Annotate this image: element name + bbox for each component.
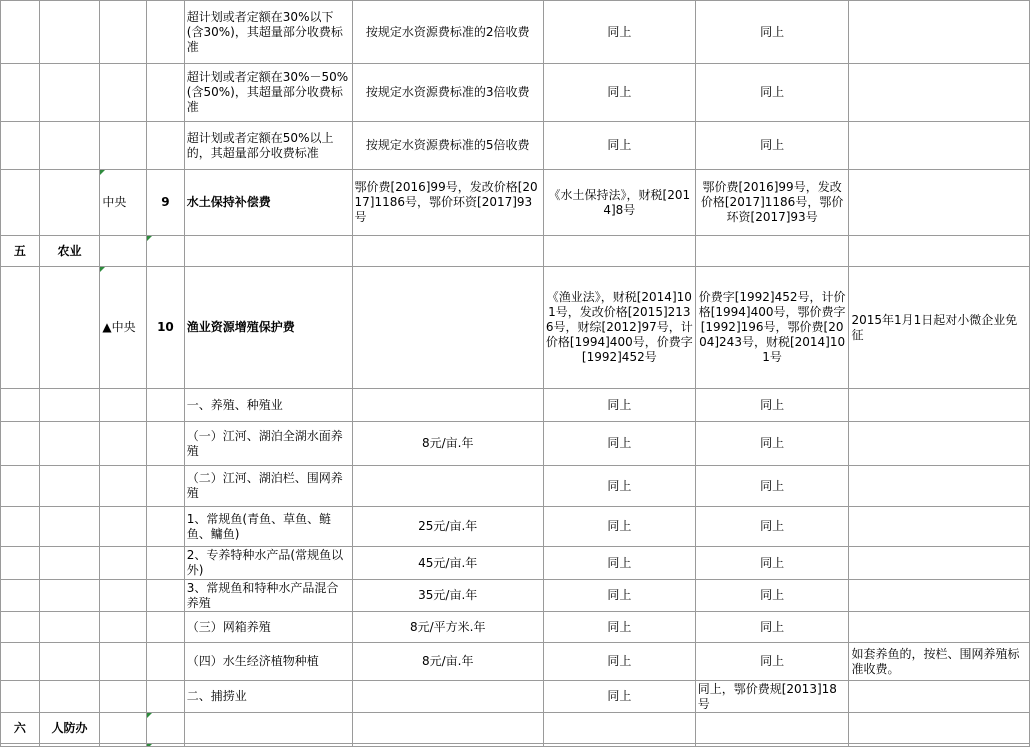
basis-cell: 同上 <box>543 1 695 64</box>
standard-cell: 按规定水资源费标准的5倍收费 <box>352 122 543 170</box>
note-cell <box>849 547 1030 580</box>
note-cell: 如套养鱼的，按栏、围网养殖标准收费。 <box>849 643 1030 681</box>
level-cell <box>100 236 147 267</box>
num-cell <box>147 580 185 612</box>
note-cell <box>849 507 1030 547</box>
section-seq-cell: 五 <box>1 236 40 267</box>
level-cell <box>100 744 147 747</box>
policy-cell: 价费字[1992]452号，计价格[1994]400号，鄂价费字[1992]196号，鄂价费[2004]243号，财税[2014]101号 <box>695 267 849 389</box>
fee-name-cell: 超计划或者定额在50%以上的，其超量部分收费标准 <box>184 122 352 170</box>
fee-name-cell: 超计划或者定额在30%－50%(含50%)，其超量部分收费标准 <box>184 64 352 122</box>
num-cell <box>147 1 185 64</box>
basis-cell: 同上 <box>543 547 695 580</box>
standard-cell <box>352 681 543 713</box>
seq-cell <box>1 122 40 170</box>
num-cell <box>147 64 185 122</box>
basis-cell: 《渔业法》，财税[2014]101号，发改价格[2015]2136号，财综[2012]97号，计价格[1994]400号，价费字[1992]452号 <box>543 267 695 389</box>
standard-cell: 按规定水资源费标准的2倍收费 <box>352 1 543 64</box>
empty-cell <box>543 236 695 267</box>
standard-cell: 35元/亩.年 <box>352 580 543 612</box>
level-cell <box>100 122 147 170</box>
policy-cell: 同上 <box>695 389 849 422</box>
level-cell <box>100 713 147 744</box>
standard-cell: 8元/平方米.年 <box>352 612 543 643</box>
level-cell <box>100 64 147 122</box>
basis-cell: 同上 <box>543 643 695 681</box>
dept-cell <box>39 547 100 580</box>
level-cell: 中央 <box>100 170 147 236</box>
num-cell <box>147 422 185 466</box>
standard-cell: 8元/亩.年 <box>352 643 543 681</box>
table-row <box>1 267 1030 389</box>
policy-cell: 同上 <box>695 64 849 122</box>
seq-cell <box>1 170 40 236</box>
empty-cell <box>184 713 352 744</box>
basis-cell: 《水土保持法》，财税[2014]8号 <box>543 170 695 236</box>
fee-name-cell: 3、常规鱼和特种水产品混合养殖 <box>184 580 352 612</box>
level-cell <box>100 681 147 713</box>
dept-cell <box>39 466 100 507</box>
note-cell <box>849 580 1030 612</box>
seq-cell <box>1 643 40 681</box>
note-cell <box>849 681 1030 713</box>
table-row <box>1 422 1030 466</box>
section-dept-cell: 农业 <box>39 236 100 267</box>
level-cell <box>100 389 147 422</box>
policy-cell: 同上 <box>695 547 849 580</box>
empty-cell <box>695 713 849 744</box>
dept-cell <box>39 580 100 612</box>
num-cell <box>147 389 185 422</box>
basis-cell: 同上 <box>543 122 695 170</box>
policy-cell: 同上 <box>695 507 849 547</box>
seq-cell <box>1 1 40 64</box>
table-row <box>1 236 1030 267</box>
level-cell <box>100 466 147 507</box>
dept-cell <box>39 612 100 643</box>
dept-cell <box>39 64 100 122</box>
num-cell <box>147 744 185 747</box>
empty-cell <box>695 236 849 267</box>
table-row <box>1 389 1030 422</box>
table-row <box>1 1 1030 64</box>
seq-cell <box>1 580 40 612</box>
num-cell <box>147 681 185 713</box>
table-row <box>1 744 1030 747</box>
empty-cell <box>695 744 849 747</box>
level-cell <box>100 1 147 64</box>
standard-cell <box>352 267 543 389</box>
basis-cell: 同上 <box>543 507 695 547</box>
table-row <box>1 507 1030 547</box>
table-row <box>1 580 1030 612</box>
basis-cell: 同上 <box>543 681 695 713</box>
basis-cell: 同上 <box>543 466 695 507</box>
dept-cell <box>39 170 100 236</box>
empty-cell <box>849 713 1030 744</box>
table-row <box>1 64 1030 122</box>
dept-cell <box>39 422 100 466</box>
num-cell <box>147 547 185 580</box>
seq-cell <box>1 267 40 389</box>
num-cell <box>147 236 185 267</box>
fee-name-cell: 渔业资源增殖保护费 <box>184 267 352 389</box>
dept-cell <box>39 267 100 389</box>
num-cell <box>147 122 185 170</box>
policy-cell: 同上 <box>695 580 849 612</box>
empty-cell <box>184 236 352 267</box>
seq-cell <box>1 681 40 713</box>
table-row <box>1 122 1030 170</box>
standard-cell: 45元/亩.年 <box>352 547 543 580</box>
basis-cell: 同上 <box>543 389 695 422</box>
fee-name-cell: （三）网箱养殖 <box>184 612 352 643</box>
standard-cell: 鄂价费[2016]99号，发改价格[2017]1186号，鄂价环资[2017]93号 <box>352 170 543 236</box>
empty-cell <box>849 236 1030 267</box>
seq-cell <box>1 466 40 507</box>
table-row <box>1 547 1030 580</box>
seq-cell <box>1 547 40 580</box>
fee-name-cell: 水土保持补偿费 <box>184 170 352 236</box>
policy-cell: 同上 <box>695 122 849 170</box>
policy-cell: 同上 <box>695 643 849 681</box>
basis-cell: 同上 <box>543 612 695 643</box>
num-cell: 10 <box>147 267 185 389</box>
empty-cell <box>352 236 543 267</box>
policy-cell: 同上 <box>695 466 849 507</box>
num-cell <box>147 612 185 643</box>
empty-cell <box>352 744 543 747</box>
num-cell <box>147 466 185 507</box>
level-cell <box>100 507 147 547</box>
standard-cell: 按规定水资源费标准的3倍收费 <box>352 64 543 122</box>
note-cell <box>849 122 1030 170</box>
fee-name-cell: （二）江河、湖泊栏、围网养殖 <box>184 466 352 507</box>
fee-name-cell: 2、专养特种水产品(常规鱼以外) <box>184 547 352 580</box>
fee-name-cell: （一）江河、湖泊全湖水面养殖 <box>184 422 352 466</box>
standard-cell: 8元/亩.年 <box>352 422 543 466</box>
note-cell: 2015年1月1日起对小微企业免征 <box>849 267 1030 389</box>
level-cell <box>100 612 147 643</box>
basis-cell: 同上 <box>543 64 695 122</box>
level-cell: ▲中央 <box>100 267 147 389</box>
dept-cell <box>39 643 100 681</box>
num-cell: 9 <box>147 170 185 236</box>
seq-cell <box>1 744 40 747</box>
num-cell <box>147 643 185 681</box>
fee-name-cell: 超计划或者定额在30%以下(含30%)，其超量部分收费标准 <box>184 1 352 64</box>
seq-cell <box>1 507 40 547</box>
policy-cell: 同上 <box>695 1 849 64</box>
table-row <box>1 612 1030 643</box>
level-cell <box>100 547 147 580</box>
standard-cell <box>352 466 543 507</box>
level-cell <box>100 580 147 612</box>
section-seq-cell: 六 <box>1 713 40 744</box>
section-dept-cell: 人防办 <box>39 713 100 744</box>
dept-cell <box>39 507 100 547</box>
seq-cell <box>1 64 40 122</box>
policy-cell: 鄂价费[2016]99号，发改价格[2017]1186号，鄂价环资[2017]93号 <box>695 170 849 236</box>
empty-cell <box>352 713 543 744</box>
table-row <box>1 466 1030 507</box>
dept-cell <box>39 389 100 422</box>
fee-name-cell: （四）水生经济植物种植 <box>184 643 352 681</box>
seq-cell <box>1 422 40 466</box>
table-row <box>1 713 1030 744</box>
note-cell <box>849 170 1030 236</box>
dept-cell <box>39 681 100 713</box>
note-cell <box>849 422 1030 466</box>
seq-cell <box>1 612 40 643</box>
note-cell <box>849 466 1030 507</box>
seq-cell <box>1 389 40 422</box>
level-cell <box>100 422 147 466</box>
dept-cell <box>39 1 100 64</box>
standard-cell: 25元/亩.年 <box>352 507 543 547</box>
policy-cell: 同上 <box>695 422 849 466</box>
table-row <box>1 681 1030 713</box>
empty-cell <box>543 713 695 744</box>
policy-cell: 同上，鄂价费规[2013]18号 <box>695 681 849 713</box>
table-row <box>1 170 1030 236</box>
standard-cell <box>352 389 543 422</box>
fee-name-cell: 二、捕捞业 <box>184 681 352 713</box>
empty-cell <box>184 744 352 747</box>
num-cell <box>147 713 185 744</box>
fee-name-cell: 1、常规鱼(青鱼、草鱼、鲢鱼、鳙鱼) <box>184 507 352 547</box>
policy-cell: 同上 <box>695 612 849 643</box>
num-cell <box>147 507 185 547</box>
note-cell <box>849 64 1030 122</box>
dept-cell <box>39 744 100 747</box>
note-cell <box>849 1 1030 64</box>
fee-name-cell: 一、养殖、种殖业 <box>184 389 352 422</box>
empty-cell <box>543 744 695 747</box>
note-cell <box>849 389 1030 422</box>
table-row <box>1 643 1030 681</box>
note-cell <box>849 612 1030 643</box>
basis-cell: 同上 <box>543 580 695 612</box>
empty-cell <box>849 744 1030 747</box>
basis-cell: 同上 <box>543 422 695 466</box>
level-cell <box>100 643 147 681</box>
dept-cell <box>39 122 100 170</box>
